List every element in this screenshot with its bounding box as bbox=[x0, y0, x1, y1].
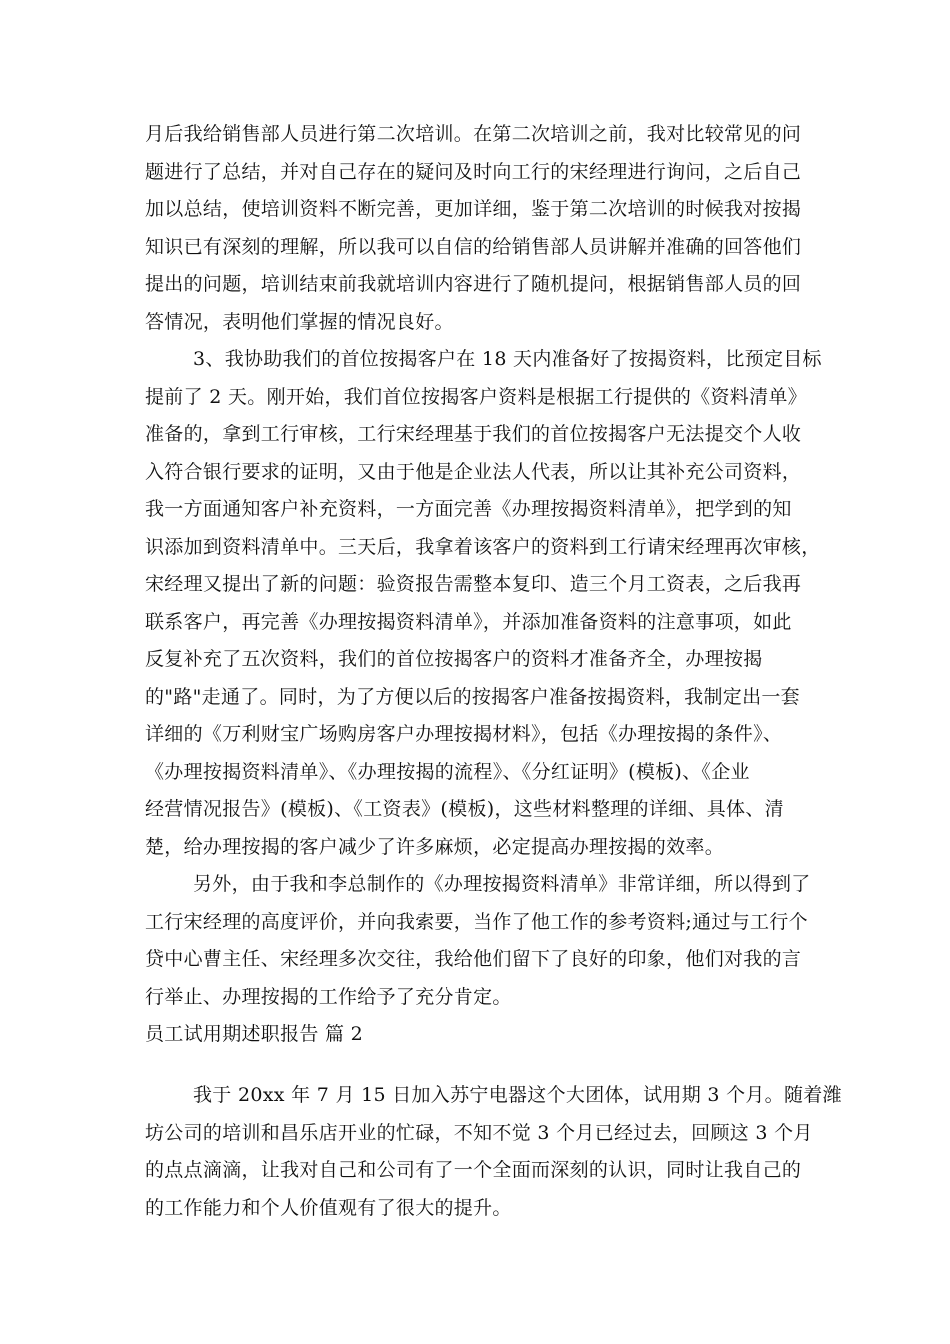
paragraph-line: 加以总结，使培训资料不断完善，更加详细，鉴于第二次培训的时候我对按揭 bbox=[145, 198, 802, 220]
paragraph-line: 答情况，表明他们掌握的情况良好。 bbox=[145, 311, 454, 333]
paragraph-line: 的"路"走通了。同时，为了方便以后的按揭客户准备按揭资料，我制定出一套 bbox=[145, 686, 800, 708]
paragraph-line: 坊公司的培训和昌乐店开业的忙碌，不知不觉 3 个月已经过去，回顾这 3 个月 bbox=[145, 1122, 813, 1144]
paragraph-line: 贷中心曹主任、宋经理多次交往，我给他们留下了良好的印象，他们对我的言 bbox=[145, 948, 802, 970]
paragraph-line: 详细的《万利财宝广场购房客户办理按揭材料》，包括《办理按揭的条件》、 bbox=[145, 723, 783, 745]
paragraph-line: 《办理按揭资料清单》、《办理按揭的流程》、《分红证明》(模板)、《企业 bbox=[145, 761, 750, 783]
paragraph-line: 宋经理又提出了新的问题：验资报告需整本复印、造三个月工资表，之后我再 bbox=[145, 573, 802, 595]
section-heading: 员工试用期述职报告 篇 2 bbox=[145, 1023, 364, 1045]
paragraph-line: 我一方面通知客户补充资料，一方面完善《办理按揭资料清单》，把学到的知 bbox=[145, 498, 792, 520]
paragraph-line: 题进行了总结，并对自己存在的疑问及时向工行的宋经理进行询问，之后自己 bbox=[145, 161, 802, 183]
paragraph-line: 的工作能力和个人价值观有了很大的提升。 bbox=[145, 1197, 512, 1219]
paragraph-line: 行举止、办理按揭的工作给予了充分肯定。 bbox=[145, 986, 512, 1008]
paragraph-line: 入符合银行要求的证明，又由于他是企业法人代表，所以让其补充公司资料， bbox=[145, 461, 802, 483]
paragraph-line: 楚，给办理按揭的客户减少了许多麻烦，必定提高办理按揭的效率。 bbox=[145, 836, 725, 858]
paragraph-line: 识添加到资料清单中。三天后，我拿着该客户的资料到工行请宋经理再次审核， bbox=[145, 536, 821, 558]
paragraph-line: 联系客户，再完善《办理按揭资料清单》，并添加准备资料的注意事项，如此 bbox=[145, 611, 792, 633]
paragraph-line: 3、我协助我们的首位按揭客户在 18 天内准备好了按揭资料，比预定目标 bbox=[193, 348, 822, 370]
paragraph-line: 的点点滴滴，让我对自己和公司有了一个全面而深刻的认识，同时让我自己的 bbox=[145, 1159, 802, 1181]
paragraph-line: 反复补充了五次资料，我们的首位按揭客户的资料才准备齐全，办理按揭 bbox=[145, 648, 763, 670]
paragraph-line: 经营情况报告》(模板)、《工资表》(模板)，这些材料整理的详细、具体、清 bbox=[145, 798, 784, 820]
paragraph-line: 月后我给销售部人员进行第二次培训。在第二次培训之前，我对比较常见的问 bbox=[145, 123, 802, 145]
paragraph-line: 我于 20xx 年 7 月 15 日加入苏宁电器这个大团体，试用期 3 个月。随着潍 bbox=[193, 1084, 842, 1106]
paragraph-line: 提前了 2 天。刚开始，我们首位按揭客户资料是根据工行提供的《资料清单》 bbox=[145, 386, 807, 408]
paragraph-line: 提出的问题，培训结束前我就培训内容进行了随机提问，根据销售部人员的回 bbox=[145, 273, 802, 295]
paragraph-line: 知识已有深刻的理解，所以我可以自信的给销售部人员讲解并准确的回答他们 bbox=[145, 236, 802, 258]
paragraph-line: 另外，由于我和李总制作的《办理按揭资料清单》非常详细，所以得到了 bbox=[193, 873, 811, 895]
paragraph-line: 工行宋经理的高度评价，并向我索要，当作了他工作的参考资料;通过与工行个 bbox=[145, 911, 808, 933]
paragraph-line: 准备的，拿到工行审核，工行宋经理基于我们的首位按揭客户无法提交个人收 bbox=[145, 423, 802, 445]
